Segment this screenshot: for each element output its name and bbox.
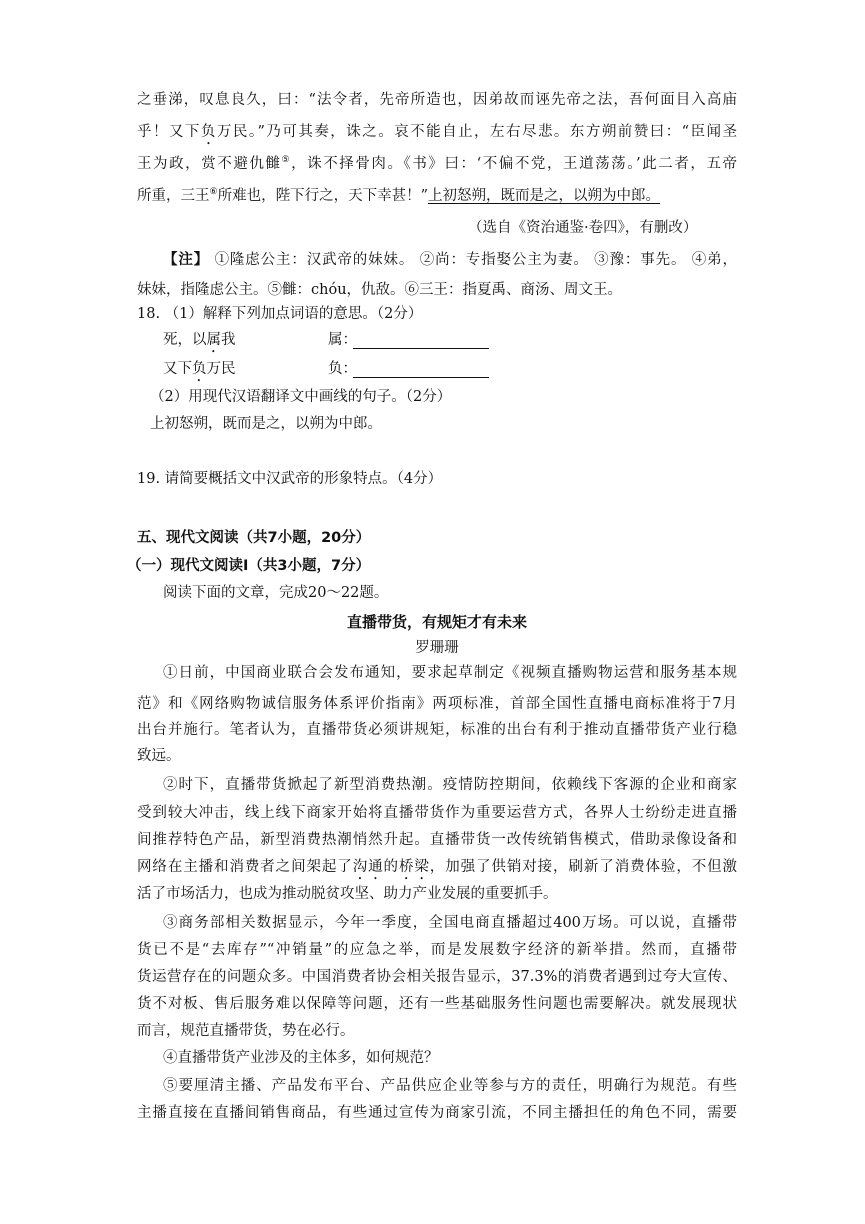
paragraph-2-line-3: 间推荐特色产品，新型消费热潮悄然升起。直播带货一改传统销售模式，借助录像设备和 <box>137 832 737 848</box>
answer-blank-1[interactable] <box>353 348 489 349</box>
paragraph-1-line-3: 出台并施行。笔者认为，直播带货必须讲规矩，标准的出台有利于推动直播带货产业行稳 <box>137 722 737 738</box>
paragraph-1-line-4: 致远。 <box>137 748 181 764</box>
underlined-sentence: 上初怒朔，既而是之，以朔为中郎。 <box>428 188 660 204</box>
question-19: 19. 请简要概括文中汉武帝的形象特点。（4分） <box>137 471 443 487</box>
subsection-heading: （一）现代文阅读Ⅰ（共3小题，7分） <box>127 558 371 574</box>
q18-item-2-label: 负： <box>328 361 357 377</box>
paragraph-3-line-4: 货不对板、售后服务难以保障等问题，还有一些基础服务性问题也需要解决。就发展现状 <box>137 996 737 1012</box>
q18-translate-sentence: 上初怒朔，既而是之，以朔为中郎。 <box>150 416 382 432</box>
reading-instruction: 阅读下面的文章，完成20～22题。 <box>163 585 389 601</box>
passage-line-2: 乎！又下负万民。”乃可其奏，诛之。哀不能自止，左右尽悲。东方朔前赞曰：“臣闻圣 <box>137 124 738 140</box>
paragraph-5-line-2: 主播直接在直播间销售商品，有些通过宣传为商家引流，不同主播担任的角色不同，需要 <box>137 1105 737 1121</box>
passage-line-3: 王为政，赏不避仇雠⑤，诛不择骨肉。《书》曰：‘不偏不党，王道荡荡。’此二者，五帝 <box>137 155 737 172</box>
notes-line-2: 妹妹，指隆虑公主。⑤雠：chóu，仇敌。⑥三王：指夏禹、商汤、周文王。 <box>137 282 623 298</box>
paragraph-3-line-5: 而言，规范直播带货，势在必行。 <box>137 1023 355 1039</box>
answer-blank-2[interactable] <box>353 377 489 378</box>
q18-item-1: 死，以属我 <box>163 332 236 348</box>
q18-item-2: 又下负万民 <box>163 361 236 377</box>
paragraph-2-line-1: ②时下，直播带货掀起了新型消费热潮。疫情防控期间，依赖线下客源的企业和商家 <box>163 777 737 793</box>
notes-line-1: 【注】 ①隆虑公主：汉武帝的妹妹。 ②尚：专指娶公主为妻。 ③豫：事先。 ④弟， <box>163 252 738 268</box>
paragraph-3-line-2: 货已不是“去库存”“冲销量”的应急之举，而是发展数字经济的新举措。然而，直播带 <box>137 942 737 958</box>
paragraph-2-line-5: 活了市场活力，也成为推动脱贫攻坚、助力产业发展的重要抓手。 <box>137 886 558 902</box>
passage-line-4: 所重，三王⑥所难也，陛下行之，天下幸甚！”上初怒朔，既而是之，以朔为中郎。 <box>137 187 660 204</box>
paragraph-1-line-2: 范》和《网络购物诚信服务体系评价指南》两项标准，首部全国性直播电商标准将于7月 <box>137 696 737 712</box>
paragraph-4: ④直播带货产业涉及的主体多，如何规范？ <box>163 1050 439 1066</box>
passage-line-1: 之垂涕，叹息良久，曰：“法令者，先帝所造也，因弟故而诬先帝之法，吾何面目入高庙 <box>137 92 737 108</box>
article-title: 直播带货，有规矩才有未来 <box>346 613 527 631</box>
paragraph-2-line-4: 网络在主播和消费者之间架起了沟通的桥梁，加强了供销对接，刷新了消费体验，不但激 <box>137 859 738 875</box>
paragraph-3-line-3: 货运营存在的问题众多。中国消费者协会相关报告显示，37.3%的消费者遇到过夸大宣传、 <box>137 969 737 985</box>
paragraph-3-line-1: ③商务部相关数据显示，今年一季度，全国电商直播超过400万场。可以说，直播带 <box>163 915 737 931</box>
article-author: 罗珊珊 <box>415 640 459 656</box>
paragraph-5-line-1: ⑤要厘清主播、产品发布平台、产品供应企业等参与方的责任，明确行为规范。有些 <box>163 1078 737 1094</box>
source-citation: （选自《资治通鉴·卷四》，有删改） <box>468 220 698 236</box>
paragraph-1-line-1: ①日前，中国商业联合会发布通知，要求起草制定《视频直播购物运营和服务基本规 <box>163 665 737 681</box>
question-18: 18. （1）解释下列加点词语的意思。（2分） <box>137 306 423 322</box>
section-heading: 五、现代文阅读（共7小题，20分） <box>137 530 371 546</box>
q18-item-1-label: 属： <box>328 332 357 348</box>
q18-part-2: （2）用现代汉语翻译文中画线的句子。（2分） <box>150 389 452 405</box>
paragraph-2-line-2: 受到较大冲击，线上线下商家开始将直播带货作为重要运营方式，各界人士纷纷走进直播 <box>137 805 737 821</box>
